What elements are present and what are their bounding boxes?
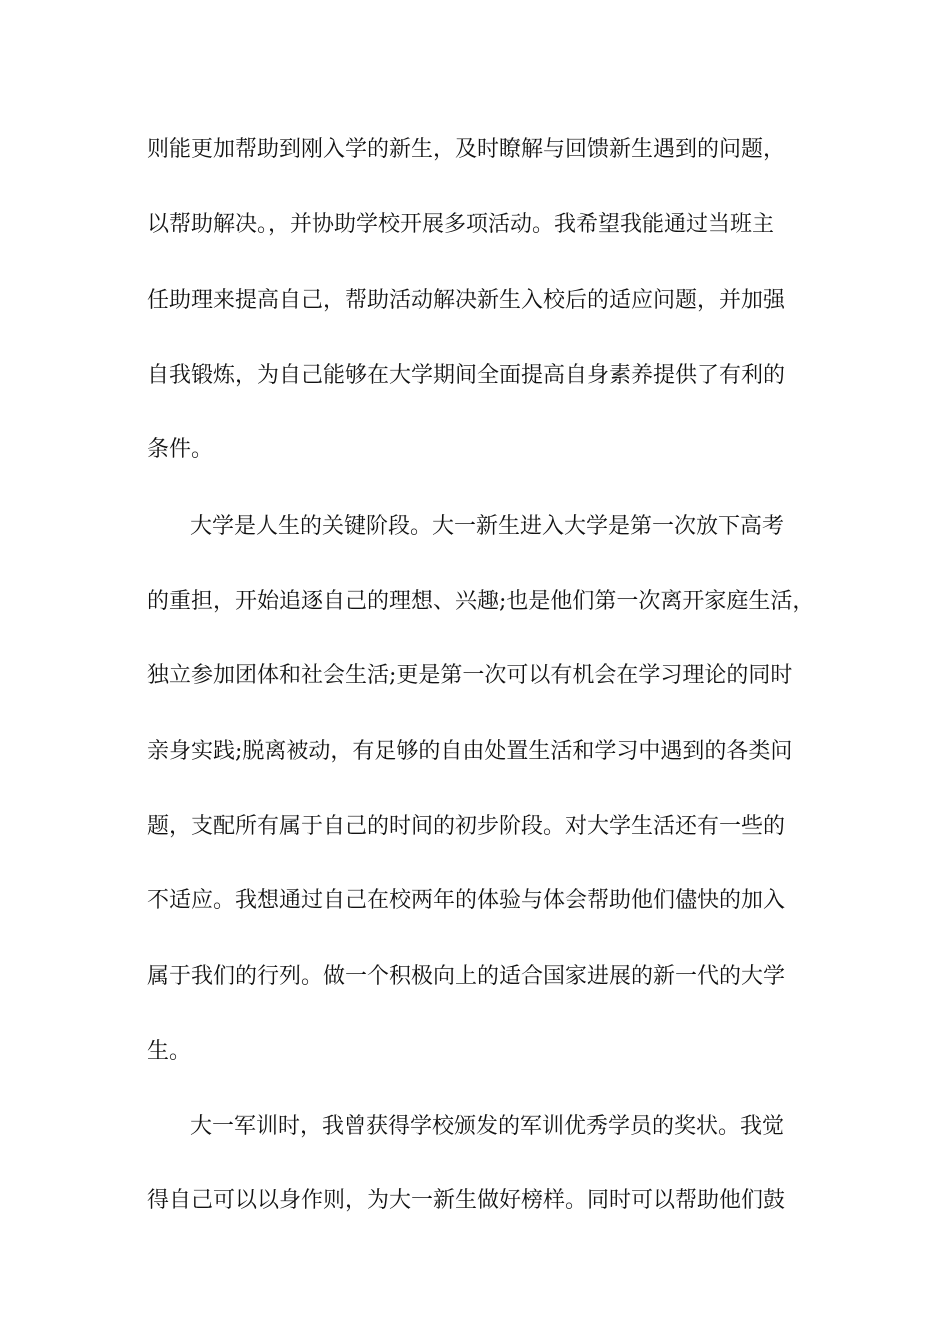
text-line: 的重担，开始追逐自己的理想、兴趣;也是他们第一次离开家庭生活， <box>147 589 815 614</box>
text-line: 得自己可以以身作则，为大一新生做好榜样。同时可以帮助他们鼓 <box>147 1188 786 1213</box>
text-line: 则能更加帮助到刚入学的新生，及时瞭解与回馈新生遇到的问题， <box>147 137 786 162</box>
text-line: 自我锻炼，为自己能够在大学期间全面提高自身素养提供了有利的 <box>147 363 786 388</box>
text-line: 独立参加团体和社会生活;更是第一次可以有机会在学习理论的同时 <box>147 663 793 688</box>
text-line: 生。 <box>147 1039 192 1064</box>
text-line: 条件。 <box>147 437 214 462</box>
paragraph-first-line: 大一军训时，我曾获得学校颁发的军训优秀学员的奖状。我觉 <box>190 1114 785 1139</box>
text-line: 亲身实践;脱离被动，有足够的自由处置生活和学习中遇到的各类问 <box>147 739 793 764</box>
paragraph-first-line: 大学是人生的关键阶段。大一新生进入大学是第一次放下高考 <box>190 514 785 539</box>
text-line: 属于我们的行列。做一个积极向上的适合国家进展的新一代的大学 <box>147 964 786 989</box>
text-line: 题，支配所有属于自己的时间的初步阶段。对大学生活还有一些的 <box>147 814 786 839</box>
text-line: 任助理来提高自己，帮助活动解决新生入校后的适应问题，并加强 <box>147 288 786 313</box>
text-line: 以帮助解决。，并协助学校开展多项活动。我希望我能通过当班主 <box>147 212 775 237</box>
text-line: 不适应。我想通过自己在校两年的体验与体会帮助他们儘快的加入 <box>147 888 786 913</box>
